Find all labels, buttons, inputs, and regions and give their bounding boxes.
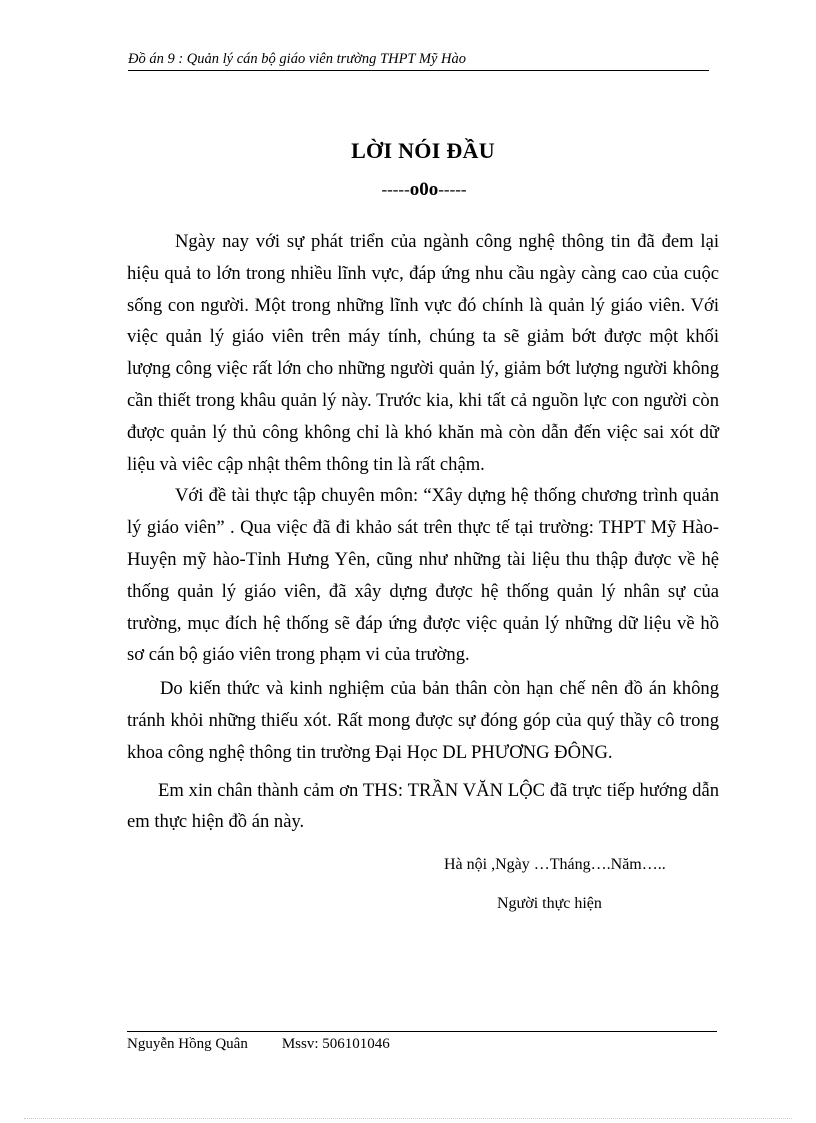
page-title: LỜI NÓI ĐẦU — [351, 138, 495, 163]
page-footer — [127, 1031, 717, 1054]
footer-author: Nguyễn Hồng Quân — [127, 1036, 248, 1052]
body-text — [127, 226, 719, 838]
paragraph-thanks: Em xin chân thành cảm ơn THS: TRẦN VĂN LỘC đã trực tiếp hướng dẫn em thực hiện đồ án này. — [127, 779, 719, 833]
ornament-dashes-left: ----- — [381, 180, 410, 199]
ornament-dashes-right: ----- — [438, 180, 467, 199]
paragraph-limitations: Do kiến thức và kinh nghiệm của bản thân còn hạn chế nên đồ án không tránh khỏi những thiếu xót. Rất mong được sự đóng góp của quý thầy cô trong khoa công nghệ thông tin trường Đại Học DL PHƯƠNG ĐÔNG. — [127, 678, 719, 763]
paragraph-topic: Với đề tài thực tập chuyên môn: “Xây dựng hệ thống chương trình quản lý giáo viên” . Qua việc đã đi khảo sát trên thực tế tại trường: THPT Mỹ Hào-Huyện mỹ hào-Tỉnh Hưng Yên, cũng như những tài liệu thu thập được về hệ thống quản lý giáo viên, đã xây dựng được hệ thống quản lý nhân sự của trường, mục đích hệ thống sẽ đáp ứng được việc quản lý những dữ liệu về hồ sơ cán bộ giáo viên trong phạm vi của trường. — [127, 485, 719, 666]
page-bottom-edge — [24, 1118, 792, 1119]
place-date-line: Hà nội ,Ngày …Tháng….Năm….. — [444, 856, 666, 873]
header-text: Đồ án 9 : Quản lý cán bộ giáo viên trường THPT Mỹ Hào — [128, 51, 466, 67]
signer-label: Người thực hiện — [497, 895, 602, 912]
paragraph-introduction: Ngày nay với sự phát triển của ngành công nghệ thông tin đã đem lại hiệu quả to lớn trong nhiều lĩnh vực, đáp ứng nhu cầu ngày càng cao của cuộc sống con người. Một trong những lĩnh vực đó chính là quản lý giáo viên. Với việc quản lý giáo viên trên máy tính, chúng ta sẽ giảm bớt được một khối lượng công việc rất lớn cho những người quản lý, giảm bớt lượng người không cần thiết trong khâu quản lý này. Trước kia, khi tất cả nguồn lực con người còn được quản lý thủ công không chỉ là khó khăn mà còn dẫn đến việc sai xót dữ liệu và viêc cập nhật thêm thông tin là rất chậm. — [127, 231, 719, 475]
footer-student-id: Mssv: 506101046 — [281, 1036, 390, 1052]
ornament-center: o0o — [409, 179, 439, 200]
page-header — [128, 48, 709, 71]
title-ornament — [0, 178, 816, 202]
